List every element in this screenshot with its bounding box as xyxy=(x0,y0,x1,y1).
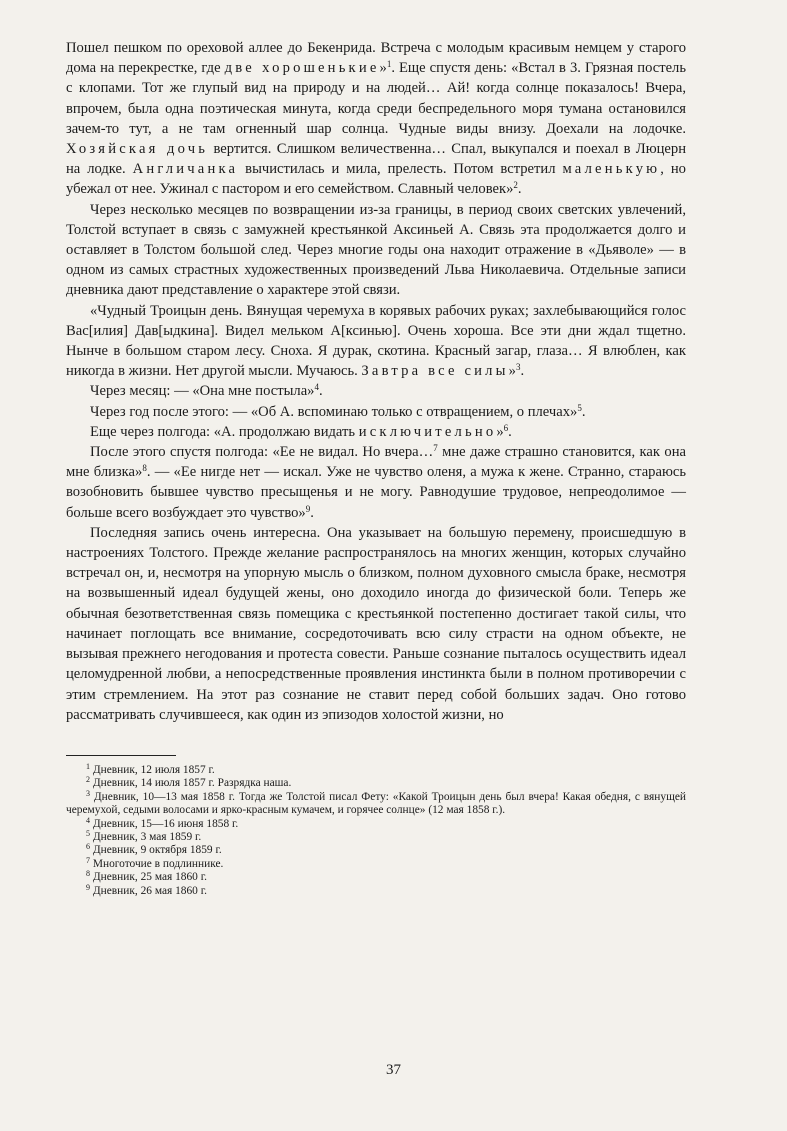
footnote-ref: 5 xyxy=(577,402,582,413)
text-run: . xyxy=(508,423,512,440)
footnote-text: Дневник, 12 июля 1857 г. xyxy=(92,763,215,776)
text-run: вычистилась и мила, прелесть. Потом встретил xyxy=(238,161,563,178)
footnote-number: 8 xyxy=(86,869,90,879)
text-run: После этого спустя полгода: «Ее не видал. Но вчера… xyxy=(90,444,434,461)
spaced-emphasis: две хорошенькие xyxy=(224,60,380,77)
text-run: . Еще спустя день: «Встал в 3. Грязная постель с клопами. Тот же глупый вид на природу и на людей… Ай! когда солнце показалось! Вчера, впрочем, была одна поэтическая минута, когда среди беспредельного моря тумана остановился зачем-то тут, а не там огненный шар солнца. Чудные виды внизу. Доехали на лодочке. xyxy=(66,60,686,137)
text-run: Еще через полгода: «А. продолжаю видать xyxy=(90,423,359,440)
footnote-number: 4 xyxy=(86,815,90,825)
text-run: . xyxy=(310,504,314,521)
text-run: Через год после этого: — «Об А. вспоминаю только с отвращением, о плечах» xyxy=(90,403,578,420)
footnote-text: Дневник, 3 мая 1859 г. xyxy=(92,830,202,843)
footnote-ref: 6 xyxy=(503,422,509,433)
footnote-ref: 2 xyxy=(513,180,518,191)
text-run: Пошел пешком по ореховой аллее до Бекенрида. Встреча с молодым красивым немцем у старого дома на перекрестке, где xyxy=(66,40,686,77)
footnote-number: 2 xyxy=(86,775,90,785)
paragraph xyxy=(66,301,686,382)
footnote-text: Дневник, 14 июля 1857 г. Разрядка наша. xyxy=(92,777,292,790)
text-run: Через месяц: — «Она мне постыла» xyxy=(90,383,315,400)
footnote-text: Многоточие в подлиннике. xyxy=(92,857,224,870)
text-run: . xyxy=(318,383,323,400)
footnote-number: 1 xyxy=(86,761,90,771)
paragraph xyxy=(66,523,686,725)
footnote xyxy=(66,815,686,831)
main-text xyxy=(66,38,686,725)
paragraph xyxy=(66,422,686,442)
spaced-emphasis: Англичанка xyxy=(132,161,239,178)
footnote xyxy=(66,855,686,871)
footnote-text: Дневник, 15—16 июня 1858 г. xyxy=(92,817,239,830)
footnote xyxy=(66,882,686,898)
footnote-ref: 7 xyxy=(433,443,438,454)
spaced-emphasis: исключительно xyxy=(358,423,497,440)
footnote xyxy=(66,871,686,884)
footnote-divider xyxy=(66,755,176,756)
text-run: «Чудный Троицын день. Вянущая черемуха в корявых рабочих руках; захлебывающийся голос Вас[илия] Дав[ыдкина]. Видел мельком А[ксинью]. Очень хороша. Все эти дни ждал тщетно. Нынче в большом старом лесу. Сноха. Я дурак, скотина. Красный загар, глаза… Я влюблен, как никогда в жизни. Нет другой мысли. Мучаюсь. xyxy=(66,302,686,380)
footnote-number: 3 xyxy=(86,788,90,798)
text-run: Последняя запись очень интересна. Она указывает на большую перемену, происшедшую в настроениях Толстого. Прежде желание распространялось на многих женщин, которых случайно встречал он, и, несмотря на упорную мысль о близком, полном духовного смысла браке, несмотря на возвышенный идеал будущей жены, оно доходило иногда до физической боли. Теперь же обычная безответственная связь помещика с крестьянкой постепенно достигает такой силы, что начинает поглощать все внимание, сосредоточивать всю силу страсти на одном объекте, не вызывая прежнего негодования и протеста совести. Раньше сознание пыталось осуществить идеал целомудренной любви, а непосредственные проявления инстинкта были в полном противоречии с этим стремлением. На этот раз сознание не ставит перед собой больших задач. Оно готово рассматривать случившееся, как один из эпизодов холостой жизни, но xyxy=(66,524,686,723)
footnote xyxy=(66,777,686,790)
paragraph xyxy=(66,402,686,422)
footnote-ref: 1 xyxy=(386,59,392,70)
text-run: » xyxy=(379,60,387,77)
footnote xyxy=(66,828,686,844)
paragraph xyxy=(66,38,686,200)
footnote xyxy=(66,844,686,857)
text-run: . xyxy=(520,363,525,380)
footnote-ref: 8 xyxy=(142,463,147,474)
spaced-emphasis: Завтра все силы xyxy=(361,363,509,380)
footnote-number: 9 xyxy=(86,882,90,892)
footnote-number: 5 xyxy=(86,828,90,838)
footnote-text: Дневник, 10—13 мая 1858 г. Тогда же Толстой писал Фету: «Какой Троицын день был вчера! Какая обедня, с вянущей черемухой, седыми волосами и ярко-красным кумачем, и горячее солнце» (12 мая 1858 г.). xyxy=(66,790,686,817)
text-run: , но убежал от нее. Ужинал с пастором и его семейством. Славный человек» xyxy=(66,161,686,198)
spaced-emphasis: Хозяйская дочь xyxy=(66,141,209,158)
paragraph xyxy=(66,200,686,301)
text-run: . xyxy=(581,403,586,420)
page-body xyxy=(66,38,686,898)
text-run: . xyxy=(517,181,522,198)
footnote-number: 6 xyxy=(86,842,90,852)
text-run: мне даже страшно становится, как она мне близка» xyxy=(66,444,686,481)
text-run: вертится. Слишком величественна… Спал, выкупался и поехал в Люцерн на лодке. xyxy=(66,141,686,178)
footnote-text: Дневник, 9 октября 1859 г. xyxy=(92,844,222,857)
page-number: 37 xyxy=(386,1062,401,1078)
footnotes xyxy=(66,761,686,898)
footnote-ref: 3 xyxy=(515,362,521,373)
footnote-text: Дневник, 26 мая 1860 г. xyxy=(92,884,207,897)
text-run: . — «Ее нигде нет — искал. Уже не чувство оленя, а мужа к жене. Странно, стараюсь возобновить бывшее чувство пресыщенья и не могу. Равнодушие трудовое, непреодолимое — больше всего возбуждает это чувство» xyxy=(66,464,686,521)
text-run: » xyxy=(508,363,516,380)
footnote xyxy=(66,761,686,777)
text-run: » xyxy=(496,423,504,440)
footnote-number: 7 xyxy=(86,855,90,865)
footnote xyxy=(66,788,686,818)
footnote-text: Дневник, 25 мая 1860 г. xyxy=(92,871,207,884)
text-run: Через несколько месяцев по возвращении из-за границы, в период своих светских увлечений, Толстой вступает в связь с замужней крестьянкой Аксиньей А. Связь эта продолжается долго и оставляет в Толстом большой след. Через многие годы она находит отражение в «Дьяволе» — в одном из самых страстных художественных произведений Льва Николаевича. Отдельные записи дневника дают представление о характере этой связи. xyxy=(66,201,686,299)
footnote-ref: 9 xyxy=(305,503,311,514)
paragraph xyxy=(66,442,686,523)
paragraph xyxy=(66,381,686,401)
spaced-emphasis: маленькую xyxy=(562,161,661,178)
footnote-ref: 4 xyxy=(314,382,319,393)
